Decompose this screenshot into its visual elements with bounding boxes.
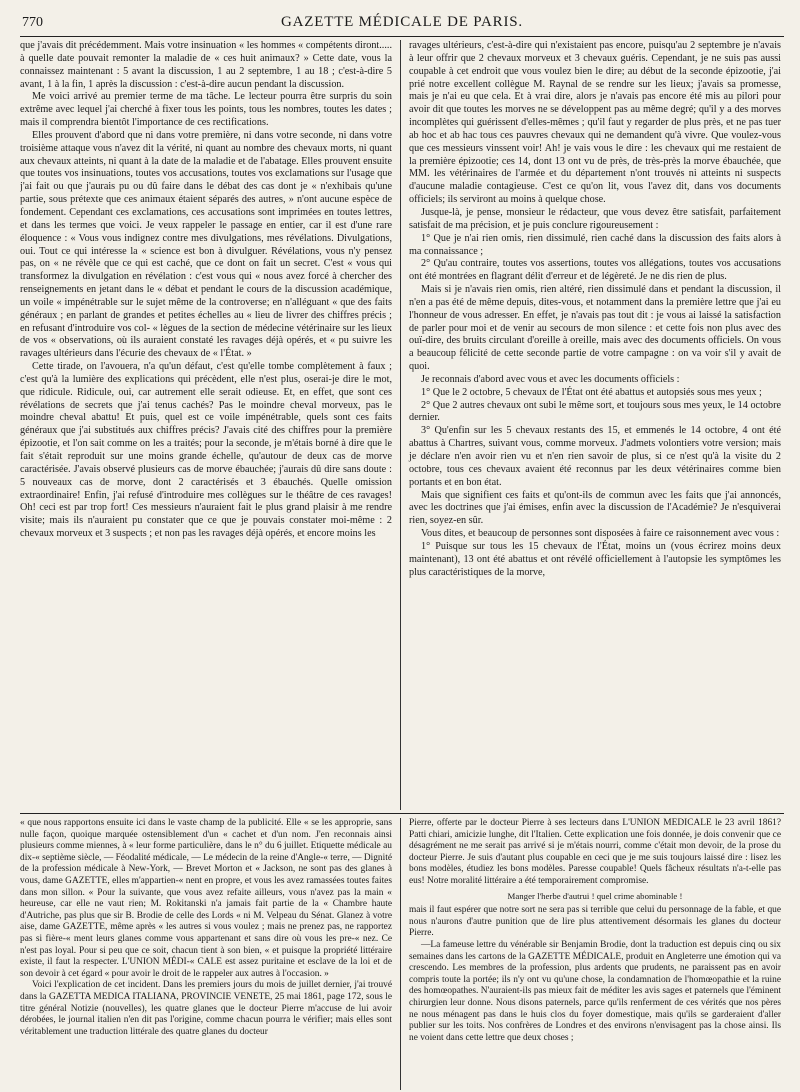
paragraph: Elles prouvent d'abord que ni dans votre première, ni dans votre seconde, ni dans votre troisième attaque vous n'avez dit la vérité, ni quant au nombre des chevaux morts, ni quant aux chevaux atteints, ni quant à la date de la maladie et de l'abatage. Elles prouvent ensuite que toutes vos insinuations, toutes vos accusations, toutes vos exclamations sur l'usage que j'ai fait ou que j'aurais pu ou dû faire dans le débat des cas dont je « n'exhibais qu'une partie, sous prétexte que ces animaux étaient séparés des autres, » n'ont aucune espèce de fondement. Cependant ces exclamations, ces accusations sont imprimées en toutes lettres, et dans les termes que voici. Je veux rappeler le passage en entier, car il est d'une rare éloquence : « Vous vous indignez contre mes divulgations, mes révélations. Divulgations, oui. Tout ce qui intéresse la « science est bon à divulguer. Révélations, vous n'y pensez pas, on « ne révèle que ce qui est caché, que ce dont on fait un secret. C'est « vous qui transformez la divulgation en révélation : c'est vous qui « nous avez forcé à chercher des renseignements en jetant dans le « débat et pendant le cours de la discussion académique, un voile « impénétrable sur le sujet même de la controverse; en n'alléguant « que des faits généraux ; en parlant de grandes et petites échelles au « lieu de livrer des chiffres précis ; en refusant d'introduire vos col- « lègues de la section de médecine vétérinaire sur les lieux de vos « observations, où ils auraient constaté les ravages déjà opérés, et « pu suivre les ravages ultérieurs dans l'écurie des chevaux de « l'État. »	[20, 129, 392, 360]
paragraph: que j'avais dit précédemment. Mais votre insinuation « les hommes « compétents diront..... à quelle date pouvait remonter la maladie de « ces huit animaux? » Cette date, vous la connaissez maintenant : 5 avant la discussion, 1 au 2 septembre, 1 au 18 ; c'est-à-dire 5 avant, 1 à la fin, 1 après la discussion : c'est-à-dire aucun pendant la discussion.	[20, 40, 392, 90]
paragraph: 1° Puisque sur tous les 15 chevaux de l'État, moins un (vous écrirez moins deux maintenant), 13 ont été abattus et ont révélé officiellement à l'autopsie les symptômes les plus caractéristiques de la morve,	[409, 540, 781, 578]
paragraph: mais il faut espérer que notre sort ne sera pas si terrible que celui du personnage de la fable, et que nous n'aurons d'autre punition que de lire plus attentivement désormais les glanes du docteur Pierre.	[409, 905, 781, 939]
running-title: GAZETTE MÉDICALE DE PARIS.	[281, 14, 523, 30]
paragraph: ravages ultérieurs, c'est-à-dire qui n'existaient pas encore, puisqu'au 2 septembre je n'avais à leur offrir que 2 chevaux morveux et 3 chevaux guéris. Cependant, je ne suis pas aussi coupable à cet endroit que vous voulez bien le dire; au début de la seconde épizootie, j'ai prié notre excellent collègue M. Raynal de se rendre sur les lieux; j'avais sa promesse, mais je n'ai eu que cela. Et à vrai dire, alors je n'avais pas encore été mis au pilori pour avoir dit que toutes les morves ne se développent pas au même degré; qu'il y a des morves incomplètes qui guérissent d'elles-mêmes ; qu'il faut y regarder de plus près, et ne pas tuer ab hoc et ab hac tous ces pauvres chevaux qui ne demandent qu'à vivre. Que voulez-vous que ces messieurs vinssent voir! Ah! je vais vous le dire : les chevaux qui me restaient de la première épizootie; ces 14, dont 13 ont vu de près, de très-près la morve ébauchée, que MM. les vétérinaires de l'armée et du département n'ont trouvés ni atteints ni suspects d'aucune maladie contagieuse. C'est ce qu'on lit, vous l'avez dit, dans vos documents officiels; ils serviront au moins à quelque chose.	[409, 40, 781, 206]
paragraph: Je reconnais d'abord avec vous et avec les documents officiels :	[421, 373, 680, 385]
paragraph: 2° Qu'au contraire, toutes vos assertions, toutes vos allégations, toutes vos accusations ont été montrées en flagrant délit d'erreur et de légèreté. Je ne dis rien de plus.	[409, 258, 781, 283]
paragraph: Voici l'explication de cet incident. Dans les premiers jours du mois de juillet dernier, j'ai trouvé dans la GAZETTA MEDICA ITALIANA, PROVINCIE VENETE, 25 mai 1861, page 172, sous le titre général Notizie (nouvelles), les quatre glanes que le docteur Pierre m'accuse de lui avoir dérobées, le journal italien n'en dit pas l'origine, comme chacun pourra le vérifier; mais elles sont véritablement une traduction littérale des quatre glanes du docteur	[20, 980, 392, 1037]
feuilleton-column-left	[20, 818, 400, 1090]
paragraph: Me voici arrivé au premier terme de ma tâche. Le lecteur pourra être surpris du soin extrême avec lequel j'ai cherché à fixer tous les points, tous les nombres, toutes les dates ; mais il comprendra bientôt l'importance de ces rectifications.	[20, 91, 392, 129]
paragraph: 3° Qu'enfin sur les 5 chevaux restants des 15, et emmenés le 14 octobre, 4 ont été abattus à Chartres, suivant vous, comme morveux. J'admets volontiers votre version; mais je déclare n'en avoir rien vu et n'en rien savoir de plus, si ce n'est qu'à la visite du 2 octobre, tous ces chevaux avaient été reconnus par les deux vétérinaires comme bien portants et en bon état.	[409, 425, 781, 488]
paragraph: « que nous rapportons ensuite ici dans le vaste champ de la publicité. Elle « se les approprie, sans nulle façon, quoique marquée ostensiblement d'un « cachet et d'un nom. J'en reconnais ainsi plusieurs comme miennes, à « leur forme particulière, dans le n° du 6 juillet. Etiquette médicale au dix-« septième siècle, — Féodalité médicale, — Le médecin de la reine d'Angle-« terre, — Dignité de la profession médicale à New-York, — Brevet Morton et « Jackson, ne sont pas des glanes à vous, dame GAZETTE, elles m'appartien-« nent en propre, et vous les avez ramassées toutes faites dans mon sillon. « Pour la suivante, que vous avez refaite ailleurs, vous n'avez pas la main « heureuse, car elle ne vaut rien; M. Rokitanski n'a jamais fait partie de la « Chambre haute d'Autriche, pas plus que sir B. Brodie de celle des Lords « ni M. Velpeau du Sénat. Glanez à votre aise, dame GAZETTE, même après « les autres si vous voulez ; mais ne prenez pas, ne rapportez pas si fière-« ment leurs glanes comme vous appartenant et sans dire où vous les pre-« nez. Ce n'est pas loyal. Pour si peu que ce soit, chacun tient à son bien, « et puisque la propriété littéraire existe, il faut la respecter. L'UNION MÉDI-« CALE est assez puritaine et esclave de la loi et de son devoir à cet égard « pour avoir le droit de le rappeler aux autres à l'occasion. »	[20, 818, 392, 979]
paragraph: Mais que signifient ces faits et qu'ont-ils de commun avec les faits que j'ai annoncés, avec les doctrines que j'ai émises, enfin avec la discussion de l'Académie? Je n'esquiverai rien, soyez-en sûr.	[409, 489, 781, 527]
paragraph: Cette tirade, on l'avouera, n'a qu'un défaut, c'est qu'elle tombe complètement à faux ; c'est qu'à la lumière des explications qui précèdent, elle n'est plus, oserai-je dire le mot, que ridicule. Ridicule, oui, car autrement elle serait odieuse. Et, en effet, que sont ces révélations de secrets que j'ai tenus cachés? Pas le moindre cheval morveux, pas le moindre cheval abattu! Et puis, quel est ce voile impénétrable, quels sont ces faits généraux que j'ai substitués aux chiffres précis? J'avais cité des chiffres pour la première épizootie, et l'on sait comme on les a traités; pour la seconde, je m'étais borné à dire que le fait s'était reproduit sur une moins grande échelle, qu'autour de deux cas de morve caractérisée. J'avais observé plusieurs cas de morve ébauchée; j'aurais dû dire sans doute : 5 nouveaux cas de morve, dont 2 caractérisés et 3 ébauchés. Quelle omission extraordinaire! Enfin, j'ai refusé d'introduire mes collègues sur le théâtre de ces ravages! Oh! ceci est par trop fort! Ces messieurs n'auraient fait le plus grand plaisir à me rendre visite; mais ils n'auraient pu constater que ce que je pouvais constater moi-même : 2 chevaux morveux et 3 suspects ; et non pas les ravages déjà opérés, et encore moins les	[20, 361, 392, 540]
feuilleton-section	[20, 813, 784, 1090]
paragraph: Vous dites, et beaucoup de personnes sont disposées à faire ce raisonnement avec vous :	[421, 528, 780, 540]
page-header	[20, 12, 784, 37]
main-column-left	[20, 40, 400, 810]
feuilleton-column-right	[401, 818, 781, 1090]
main-column-right	[401, 40, 781, 810]
paragraph: Pierre, offerte par le docteur Pierre à ses lecteurs dans L'UNION MÉDICALE le 23 avril 1861? Patti chiari, amicizie lunghe, dit l'Italien. Cette explication une fois donnée, je dois convenir que ce désagrément ne me serait pas arrivé si je m'étais nourri, comme c'était mon devoir, de la prose du docteur Pierre. Je suis d'autant plus coupable en ceci que je me suis toujours laissé dire : lisez les bons modèles, étudiez les bons modèles. Paresse coupable! Quels fâcheux résultats n'a-t-elle pas eus! Notre moralité littéraire a été temporairement compromise.	[409, 818, 781, 886]
paragraph: Jusque-là, je pense, monsieur le rédacteur, que vous devez être satisfait, parfaitement satisfait de ma précision, et je puis conclure rigoureusement :	[409, 206, 781, 231]
verse-quote: Manger l'herbe d'autrui ! quel crime abominable !	[507, 890, 683, 901]
paragraph: 1° Que le 2 octobre, 5 chevaux de l'État ont été abattus et autopsiés sous mes yeux ;	[421, 386, 762, 398]
paragraph: 1° Que je n'ai rien omis, rien dissimulé, rien caché dans la discussion des faits alors à ma connaissance ;	[409, 232, 781, 257]
paragraph: Mais si je n'avais rien omis, rien altéré, rien dissimulé dans et pendant la discussion, il n'en a pas été de même depuis, dites-vous, et notamment dans la première lettre que j'ai eu l'honneur de vous adresser. En effet, je n'avais pas tout dit : je vous ai laissé la satisfaction de parler pour moi et de venir au secours de mon silence : et cette fois non plus avec des ouï-dire, des bruits circulant d'oreille à oreille, mais avec des documents officiels. On vous a beaucoup félicité de cette seconde partie de votre campagne : on va voir s'il y avait de quoi.	[409, 284, 781, 373]
paragraph: —La fameuse lettre du vénérable sir Benjamin Brodie, dont la traduction est depuis cinq ou six semaines dans les cartons de la GAZETTE MÉDICALE, produit en Angleterre une émotion qui va crescendo. Les membres de la profession, plus ardents que prudents, ne paraissent pas en avoir compris toute la portée; ils n'y ont vu qu'une chose, la condamnation de l'homœopathie et la ruine des homœopathes. N'auraient-ils pas mieux fait de méditer les avis sages et paternels que l'éminent chirurgien leur donne. Nous disons paternels, parce qu'ils renferment de ces vérités que nos pères ne nous ménagent pas dans le huis clos du foyer domestique, mais qu'ils se garderaient d'aller publier sur les toits. Nos confrères de Londres et des environs n'envisagent pas la chose ainsi. Ils ne voient dans cette lettre que deux choses ;	[409, 939, 781, 1043]
main-article	[20, 40, 784, 810]
paragraph: 2° Que 2 autres chevaux ont subi le même sort, et toujours sous mes yeux, le 14 octobre dernier.	[409, 399, 781, 424]
page-number: 770	[22, 15, 43, 30]
